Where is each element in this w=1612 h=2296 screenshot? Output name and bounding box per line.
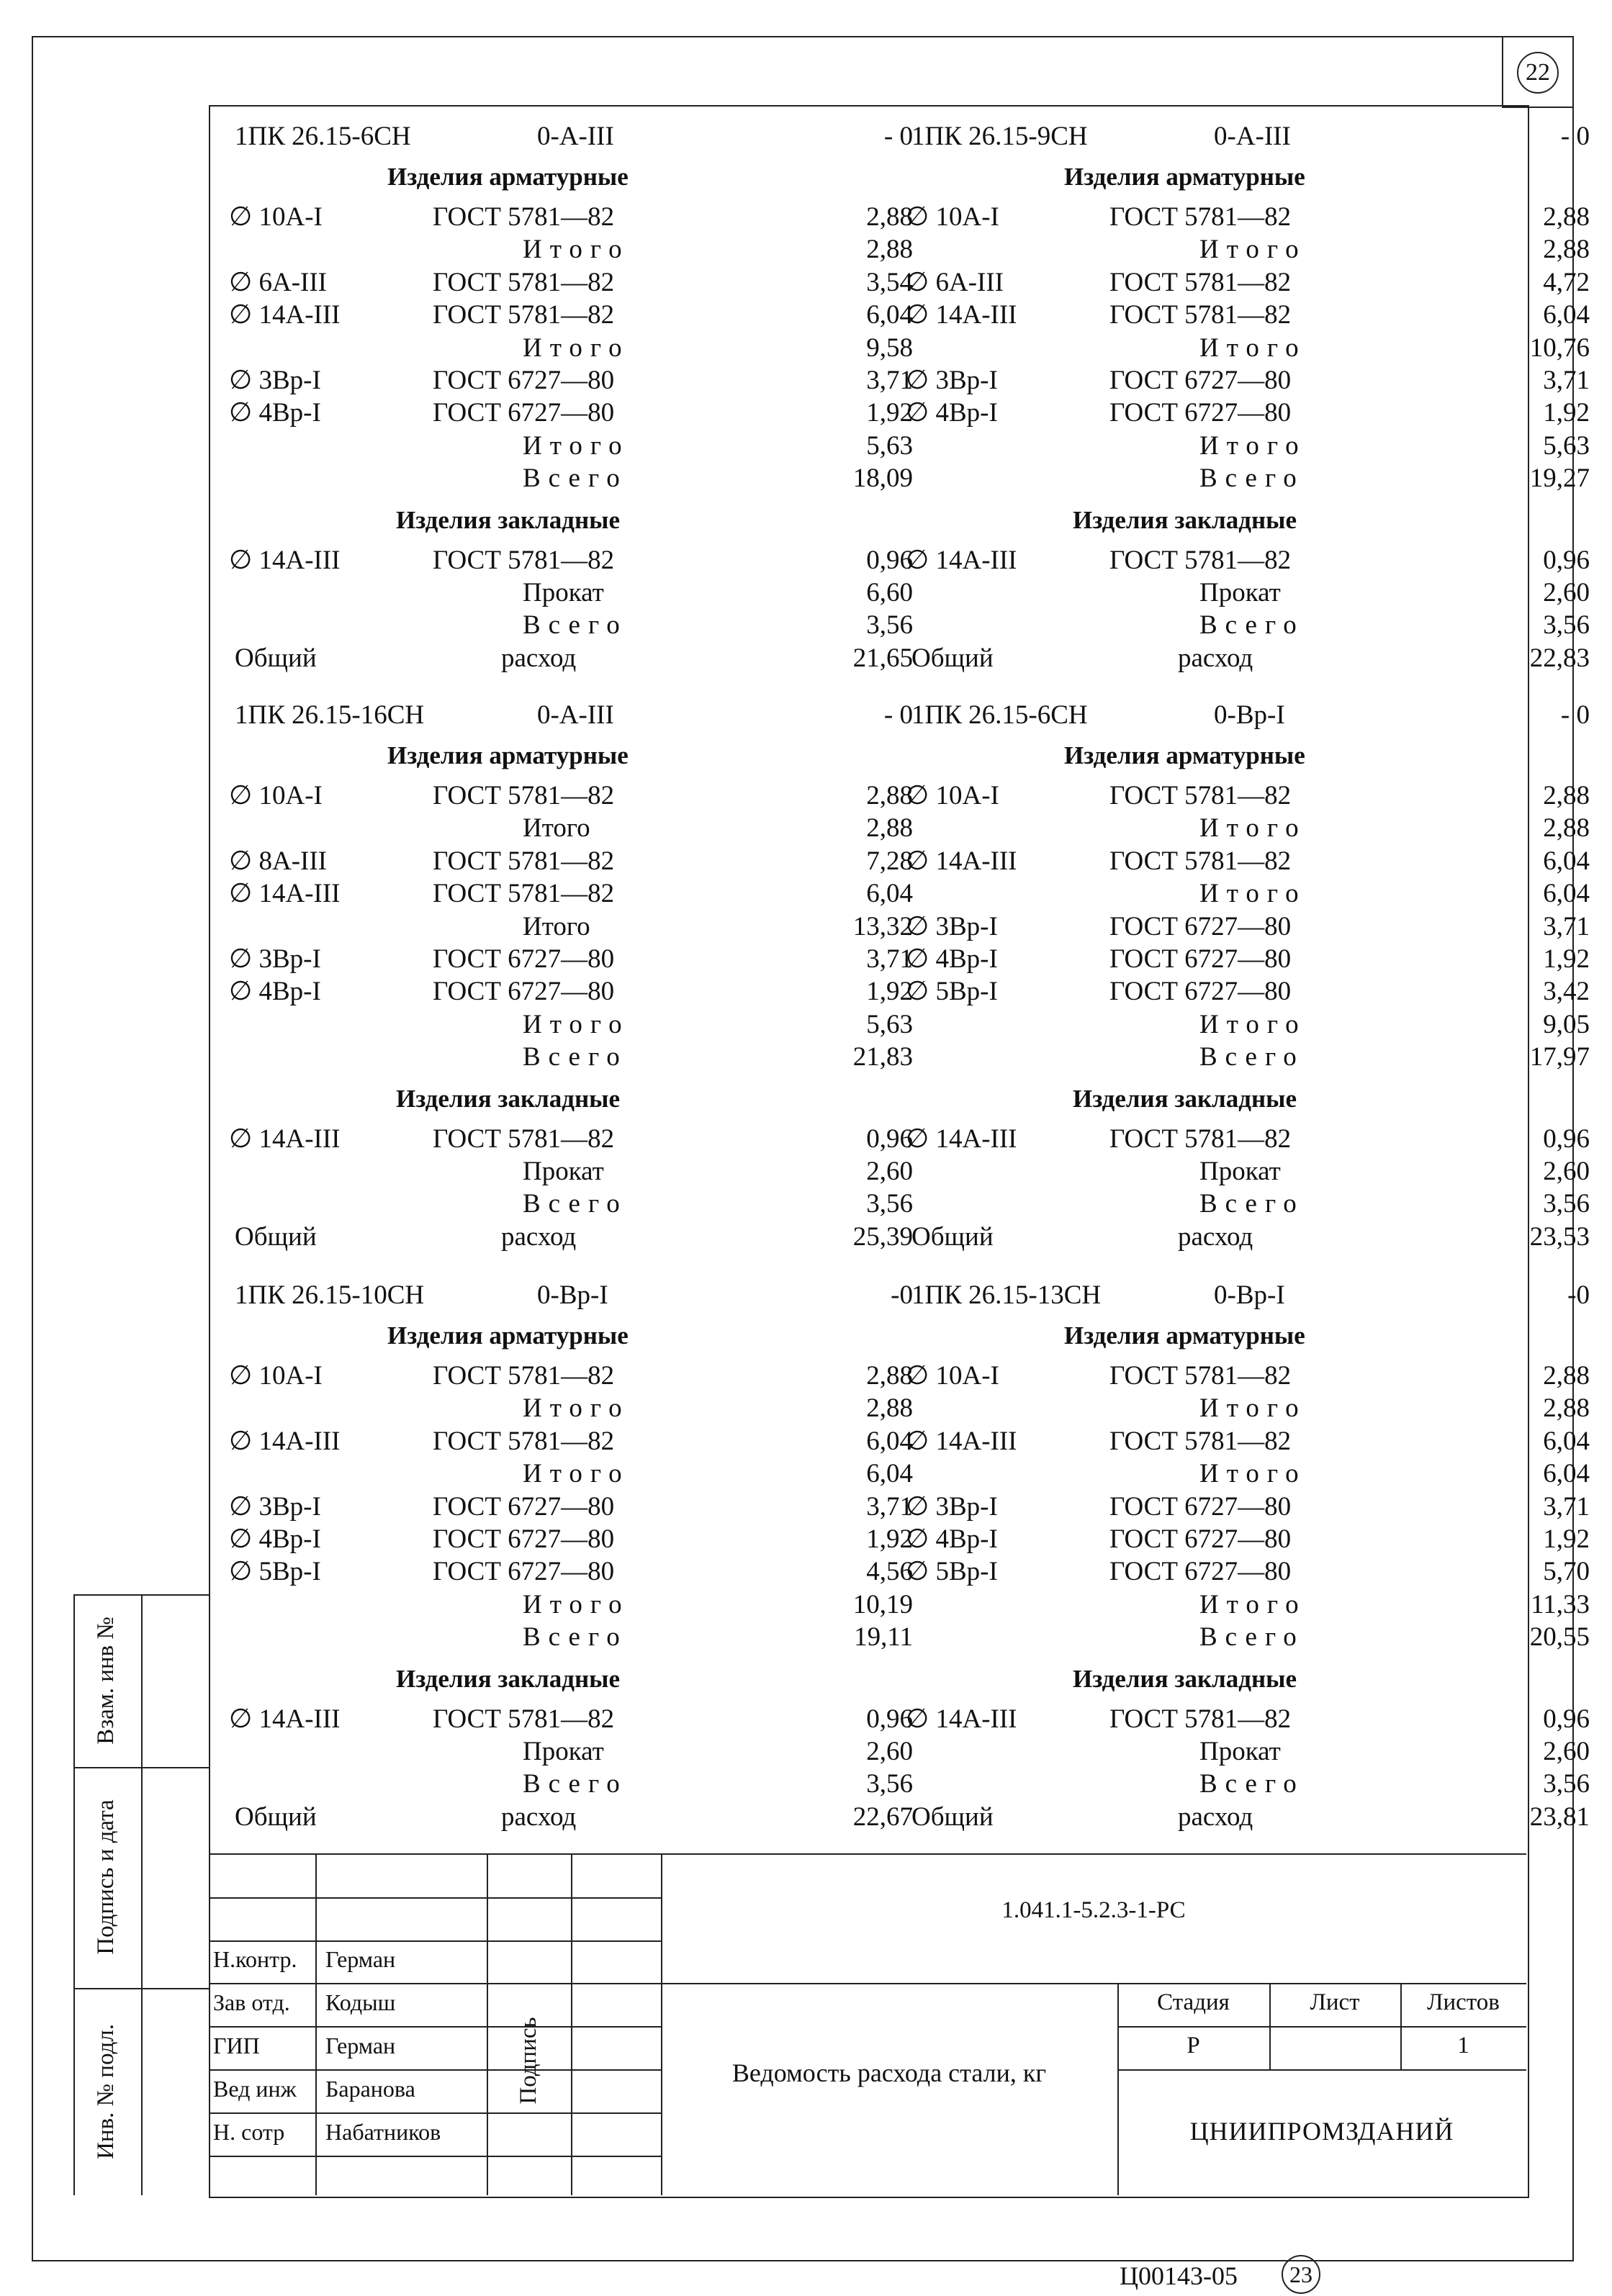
section-steel-class: 0-А-III <box>537 122 614 151</box>
rebar-mass: 3,71 <box>866 366 913 395</box>
rebar-diameter: ∅ 3Вр-I <box>229 1491 321 1522</box>
emb-mass: 0,96 <box>866 1704 913 1734</box>
bottom-code: Ц00143-05 <box>1120 2261 1238 2290</box>
rebar-mass: 9,05 <box>1543 1009 1590 1039</box>
subtotal-label: Итого <box>523 333 630 363</box>
rebar-standard: ГОСТ 6727—80 <box>433 366 615 395</box>
rebar-mass: 2,88 <box>866 235 913 265</box>
total-label-b: расход <box>501 643 577 673</box>
rebar-mass: 9,58 <box>866 333 913 363</box>
rebar-diameter: ∅ 14А-III <box>906 300 1017 330</box>
rebar-mass: 11,33 <box>1531 1589 1590 1619</box>
subtotal-label: Итого <box>523 813 590 844</box>
rebar-mass: 2,88 <box>866 202 913 232</box>
rebar-diameter: ∅ 5Вр-I <box>229 1557 321 1587</box>
emb-label: Прокат <box>523 1737 604 1766</box>
rebar-mass: 6,04 <box>1543 846 1590 876</box>
subtotal-label: Итого <box>1199 333 1307 363</box>
rebar-mass: 6,04 <box>1543 1459 1590 1489</box>
emb-header: Изделия закладные <box>1073 1084 1297 1113</box>
section-suffix: - 0 <box>1560 700 1590 730</box>
section-title: 1ПК 26.15-10СН <box>235 1280 425 1310</box>
rebar-standard: ГОСТ 5781—82 <box>1109 1426 1292 1456</box>
role-name: Кодыш <box>325 1989 396 2015</box>
emb-mass: 0,96 <box>866 1124 913 1154</box>
subtotal-label: Итого <box>523 235 630 265</box>
rebar-diameter: ∅ 6А-III <box>229 267 327 297</box>
arm-header: Изделия арматурные <box>387 1321 629 1350</box>
rebar-standard: ГОСТ 5781—82 <box>1109 781 1292 810</box>
tb-top-line <box>209 1853 1526 1855</box>
total-label-a: Общий <box>235 1221 317 1252</box>
rebar-mass: 1,92 <box>866 977 913 1007</box>
rebar-diameter: ∅ 14А-III <box>906 1426 1017 1456</box>
rebar-diameter: ∅ 10А-I <box>229 202 323 232</box>
subtotal-label: Итого <box>1199 430 1307 461</box>
document-title: Ведомость расхода стали, кг <box>731 2058 1047 2087</box>
emb-label: Всего <box>523 610 628 641</box>
side-stamp-border-mid <box>141 1594 143 2195</box>
section-steel-class: 0-А-III <box>1214 122 1291 151</box>
sheets-value: 1 <box>1457 2033 1469 2058</box>
emb-mass: 0,96 <box>1543 545 1590 575</box>
rebar-standard: ГОСТ 5781—82 <box>1109 1361 1292 1391</box>
rebar-mass: 6,04 <box>866 1426 913 1456</box>
emb-header: Изделия закладные <box>1073 1664 1297 1693</box>
rebar-mass: 18,09 <box>852 464 913 494</box>
total-label-b: расход <box>501 1221 577 1252</box>
emb-header: Изделия закладные <box>396 1664 620 1693</box>
rebar-standard: ГОСТ 6727—80 <box>1109 366 1292 395</box>
rebar-diameter: ∅ 4Вр-I <box>906 398 998 428</box>
rebar-diameter: ∅ 3Вр-I <box>229 366 321 395</box>
tb-stage-h1 <box>1117 2026 1526 2028</box>
emb-mass: 3,56 <box>1543 1189 1590 1219</box>
rebar-standard: ГОСТ 6727—80 <box>433 1491 615 1522</box>
section-suffix: - 0 <box>1560 122 1590 151</box>
subtotal-label: Всего <box>523 464 628 494</box>
rebar-mass: 2,88 <box>866 813 913 844</box>
rebar-mass: 1,92 <box>1543 944 1590 974</box>
rebar-diameter: ∅ 4Вр-I <box>906 944 998 974</box>
subtotal-label: Итого <box>523 911 590 941</box>
rebar-standard: ГОСТ 6727—80 <box>1109 944 1292 974</box>
tb-h6 <box>209 2112 662 2114</box>
rebar-standard: ГОСТ 6727—80 <box>1109 1524 1292 1554</box>
rebar-standard: ГОСТ 5781—82 <box>1109 202 1292 232</box>
rebar-mass: 10,76 <box>1529 333 1590 363</box>
rebar-standard: ГОСТ 6727—80 <box>1109 1491 1292 1522</box>
total-mass: 22,67 <box>852 1802 913 1832</box>
rebar-diameter: ∅ 10А-I <box>906 781 999 810</box>
section-suffix: -0 <box>1567 1280 1590 1310</box>
rebar-diameter: ∅ 8А-III <box>229 846 327 876</box>
emb-label: Всего <box>1199 1189 1305 1219</box>
total-label-b: расход <box>1178 643 1253 673</box>
subtotal-label: Итого <box>523 1009 630 1039</box>
rebar-mass: 3,42 <box>1543 977 1590 1007</box>
emb-standard: ГОСТ 5781—82 <box>433 545 615 575</box>
subtotal-label: Итого <box>523 1589 630 1619</box>
rebar-standard: ГОСТ 5781—82 <box>433 267 615 297</box>
rebar-mass: 3,71 <box>1543 911 1590 941</box>
emb-standard: ГОСТ 5781—82 <box>433 1124 615 1154</box>
rebar-diameter: ∅ 14А-III <box>229 300 341 330</box>
emb-label: Всего <box>1199 610 1305 641</box>
rebar-mass: 3,71 <box>866 1491 913 1522</box>
section-title: 1ПК 26.15-9СН <box>911 122 1088 151</box>
emb-label: Прокат <box>523 578 604 607</box>
total-label-a: Общий <box>235 643 317 673</box>
rebar-mass: 5,63 <box>866 1009 913 1039</box>
section-suffix: - 0 <box>883 700 913 730</box>
section-title: 1ПК 26.15-13СН <box>911 1280 1102 1310</box>
emb-mass: 0,96 <box>1543 1124 1590 1154</box>
rebar-diameter: ∅ 4Вр-I <box>906 1524 998 1554</box>
rebar-diameter: ∅ 14А-III <box>906 846 1017 876</box>
emb-label: Прокат <box>1199 578 1281 607</box>
subtotal-label: Итого <box>1199 235 1307 265</box>
side-stamp-vzam: Взам. инв № <box>93 1617 119 1745</box>
tb-v2 <box>487 1853 488 2195</box>
rebar-mass: 2,88 <box>866 1393 913 1424</box>
rebar-standard: ГОСТ 6727—80 <box>1109 1557 1292 1587</box>
page-number-top: 22 <box>1517 52 1559 94</box>
emb-mass: 2,60 <box>866 1157 913 1186</box>
emb-mass: 0,96 <box>1543 1704 1590 1734</box>
rebar-mass: 5,63 <box>1543 430 1590 461</box>
role-label: Вед инж <box>213 2076 297 2102</box>
total-label-b: расход <box>501 1802 577 1832</box>
role-label: Н.контр. <box>213 1946 297 1972</box>
tb-h1 <box>209 1897 662 1899</box>
organization: ЦНИИПРОМЗДАНИЙ <box>1189 2117 1454 2146</box>
total-label-b: расход <box>1178 1221 1253 1252</box>
rebar-standard: ГОСТ 6727—80 <box>1109 911 1292 941</box>
total-label-a: Общий <box>911 643 994 673</box>
rebar-mass: 1,92 <box>1543 1524 1590 1554</box>
emb-diameter: ∅ 14А-III <box>229 545 341 575</box>
role-label: Н. сотр <box>213 2119 285 2145</box>
tb-h7 <box>209 2156 662 2157</box>
emb-label: Всего <box>523 1189 628 1219</box>
rebar-standard: ГОСТ 5781—82 <box>433 781 615 810</box>
rebar-mass: 20,55 <box>1529 1622 1590 1653</box>
role-label: Зав отд. <box>213 1989 290 2015</box>
stage-label: Стадия <box>1157 1989 1230 2015</box>
rebar-mass: 5,70 <box>1543 1557 1590 1587</box>
page-number-bottom: 23 <box>1282 2255 1320 2294</box>
rebar-diameter: ∅ 4Вр-I <box>229 1524 321 1554</box>
rebar-mass: 6,04 <box>866 879 913 909</box>
rebar-mass: 2,88 <box>1543 1361 1590 1391</box>
subtotal-label: Итого <box>1199 1009 1307 1039</box>
section-suffix: -0 <box>891 1280 913 1310</box>
side-stamp-sep2 <box>73 1988 209 1989</box>
emb-mass: 0,96 <box>866 545 913 575</box>
subtotal-label: Всего <box>523 1042 628 1072</box>
emb-standard: ГОСТ 5781—82 <box>1109 1124 1292 1154</box>
subtotal-label: Итого <box>1199 1589 1307 1619</box>
total-label-a: Общий <box>911 1802 994 1832</box>
emb-label: Прокат <box>1199 1737 1281 1766</box>
subtotal-label: Всего <box>1199 1042 1305 1072</box>
rebar-diameter: ∅ 10А-I <box>229 781 323 810</box>
emb-standard: ГОСТ 5781—82 <box>1109 545 1292 575</box>
rebar-mass: 2,88 <box>1543 202 1590 232</box>
emb-label: Прокат <box>523 1157 604 1186</box>
emb-mass: 2,60 <box>1543 1157 1590 1186</box>
rebar-diameter: ∅ 10А-I <box>906 202 999 232</box>
emb-diameter: ∅ 14А-III <box>229 1124 341 1154</box>
rebar-mass: 3,54 <box>866 267 913 297</box>
rebar-diameter: ∅ 3Вр-I <box>906 911 998 941</box>
rebar-mass: 2,88 <box>1543 235 1590 265</box>
rebar-mass: 2,88 <box>1543 813 1590 844</box>
section-steel-class: 0-Вр-I <box>1214 700 1285 730</box>
doc-code: 1.041.1-5.2.3-1-РС <box>1001 1897 1186 1923</box>
emb-mass: 6,60 <box>866 578 913 607</box>
rebar-mass: 2,88 <box>866 1361 913 1391</box>
rebar-diameter: ∅ 5Вр-I <box>906 1557 998 1587</box>
role-name: Набатников <box>325 2119 441 2145</box>
emb-mass: 2,60 <box>1543 1737 1590 1766</box>
rebar-standard: ГОСТ 5781—82 <box>433 1426 615 1456</box>
signature-column-label: Подпись <box>515 2017 541 2105</box>
emb-diameter: ∅ 14А-III <box>229 1704 341 1734</box>
rebar-mass: 2,88 <box>1543 1393 1590 1424</box>
rebar-standard: ГОСТ 5781—82 <box>1109 846 1292 876</box>
rebar-diameter: ∅ 14А-III <box>229 1426 341 1456</box>
sheet-label: Лист <box>1310 1989 1360 2015</box>
tb-h4 <box>209 2026 662 2028</box>
side-stamp-sep1 <box>73 1767 209 1768</box>
rebar-mass: 3,71 <box>866 944 913 974</box>
role-name: Герман <box>325 2033 396 2058</box>
rebar-standard: ГОСТ 5781—82 <box>1109 300 1292 330</box>
total-mass: 22,83 <box>1529 643 1590 673</box>
role-label: ГИП <box>213 2033 260 2058</box>
rebar-standard: ГОСТ 5781—82 <box>433 846 615 876</box>
arm-header: Изделия арматурные <box>387 741 629 769</box>
rebar-mass: 2,88 <box>1543 781 1590 810</box>
rebar-mass: 2,88 <box>866 781 913 810</box>
rebar-mass: 6,04 <box>1543 879 1590 909</box>
section-steel-class: 0-А-III <box>537 700 614 730</box>
rebar-diameter: ∅ 10А-I <box>906 1361 999 1391</box>
tb-stage-h2 <box>1117 2069 1526 2071</box>
tb-v3 <box>571 1853 572 2195</box>
rebar-mass: 6,04 <box>1543 1426 1590 1456</box>
emb-mass: 3,56 <box>1543 1769 1590 1799</box>
rebar-mass: 10,19 <box>852 1589 913 1619</box>
rebar-diameter: ∅ 3Вр-I <box>229 944 321 974</box>
rebar-diameter: ∅ 4Вр-I <box>229 977 321 1007</box>
rebar-mass: 6,04 <box>866 1459 913 1489</box>
emb-label: Прокат <box>1199 1157 1281 1186</box>
arm-header: Изделия арматурные <box>1064 1321 1305 1350</box>
side-stamp-podpis-data: Подпись и дата <box>93 1799 119 1955</box>
rebar-standard: ГОСТ 6727—80 <box>1109 398 1292 428</box>
side-stamp-border-left <box>73 1594 75 2195</box>
total-mass: 23,53 <box>1529 1221 1590 1252</box>
tb-h5 <box>209 2069 662 2071</box>
emb-label: Всего <box>1199 1769 1305 1799</box>
tb-v1 <box>315 1853 317 2195</box>
rebar-mass: 1,92 <box>866 1524 913 1554</box>
total-label-b: расход <box>1178 1802 1253 1832</box>
arm-header: Изделия арматурные <box>387 163 629 191</box>
rebar-standard: ГОСТ 5781—82 <box>433 1361 615 1391</box>
rebar-mass: 13,32 <box>852 911 913 941</box>
rebar-diameter: ∅ 3Вр-I <box>906 366 998 395</box>
emb-header: Изделия закладные <box>1073 505 1297 534</box>
subtotal-label: Итого <box>1199 879 1307 909</box>
rebar-mass: 3,71 <box>1543 1491 1590 1522</box>
emb-header: Изделия закладные <box>396 1084 620 1113</box>
emb-standard: ГОСТ 5781—82 <box>433 1704 615 1734</box>
rebar-diameter: ∅ 4Вр-I <box>229 398 321 428</box>
rebar-standard: ГОСТ 6727—80 <box>433 944 615 974</box>
tb-h3 <box>209 1983 1526 1984</box>
rebar-standard: ГОСТ 6727—80 <box>433 398 615 428</box>
rebar-standard: ГОСТ 6727—80 <box>433 977 615 1007</box>
rebar-standard: ГОСТ 5781—82 <box>433 300 615 330</box>
rebar-diameter: ∅ 10А-I <box>229 1361 323 1391</box>
total-label-a: Общий <box>235 1802 317 1832</box>
subtotal-label: Итого <box>523 1393 630 1424</box>
rebar-standard: ГОСТ 5781—82 <box>1109 267 1292 297</box>
subtotal-label: Всего <box>523 1622 628 1653</box>
emb-mass: 3,56 <box>1543 610 1590 641</box>
rebar-mass: 17,97 <box>1529 1042 1590 1072</box>
rebar-mass: 1,92 <box>866 398 913 428</box>
emb-mass: 3,56 <box>866 1769 913 1799</box>
emb-diameter: ∅ 14А-III <box>906 1704 1017 1734</box>
emb-mass: 2,60 <box>866 1737 913 1766</box>
side-stamp-inv-podl: Инв. № подл. <box>93 2023 119 2160</box>
rebar-mass: 6,04 <box>1543 300 1590 330</box>
total-mass: 25,39 <box>852 1221 913 1252</box>
sheets-label: Листов <box>1427 1989 1500 2015</box>
emb-header: Изделия закладные <box>396 505 620 534</box>
rebar-standard: ГОСТ 5781—82 <box>433 879 615 909</box>
role-name: Баранова <box>325 2076 415 2102</box>
rebar-mass: 21,83 <box>852 1042 913 1072</box>
total-mass: 21,65 <box>852 643 913 673</box>
section-steel-class: 0-Вр-I <box>1214 1280 1285 1310</box>
arm-header: Изделия арматурные <box>1064 163 1305 191</box>
rebar-mass: 1,92 <box>1543 398 1590 428</box>
emb-diameter: ∅ 14А-III <box>906 545 1017 575</box>
stage-value: Р <box>1187 2033 1200 2058</box>
rebar-mass: 19,27 <box>1529 464 1590 494</box>
rebar-diameter: ∅ 14А-III <box>229 879 341 909</box>
emb-standard: ГОСТ 5781—82 <box>1109 1704 1292 1734</box>
emb-diameter: ∅ 14А-III <box>906 1124 1017 1154</box>
rebar-mass: 6,04 <box>866 300 913 330</box>
rebar-mass: 7,28 <box>866 846 913 876</box>
rebar-standard: ГОСТ 6727—80 <box>433 1557 615 1587</box>
rebar-standard: ГОСТ 5781—82 <box>433 202 615 232</box>
rebar-mass: 3,71 <box>1543 366 1590 395</box>
section-title: 1ПК 26.15-6СН <box>911 700 1088 730</box>
emb-mass: 2,60 <box>1543 578 1590 607</box>
emb-label: Всего <box>523 1769 628 1799</box>
section-suffix: - 0 <box>883 122 913 151</box>
section-title: 1ПК 26.15-6СН <box>235 122 411 151</box>
rebar-mass: 19,11 <box>854 1622 913 1653</box>
emb-mass: 3,56 <box>866 610 913 641</box>
rebar-diameter: ∅ 6А-III <box>906 267 1004 297</box>
subtotal-label: Итого <box>1199 813 1307 844</box>
subtotal-label: Всего <box>1199 1622 1305 1653</box>
subtotal-label: Итого <box>523 1459 630 1489</box>
rebar-diameter: ∅ 5Вр-I <box>906 977 998 1007</box>
rebar-standard: ГОСТ 6727—80 <box>1109 977 1292 1007</box>
emb-mass: 3,56 <box>866 1189 913 1219</box>
arm-header: Изделия арматурные <box>1064 741 1305 769</box>
rebar-mass: 5,63 <box>866 430 913 461</box>
subtotal-label: Итого <box>523 430 630 461</box>
subtotal-label: Итого <box>1199 1393 1307 1424</box>
rebar-mass: 4,56 <box>866 1557 913 1587</box>
rebar-diameter: ∅ 3Вр-I <box>906 1491 998 1522</box>
subtotal-label: Всего <box>1199 464 1305 494</box>
tb-h2 <box>209 1940 662 1942</box>
total-mass: 23,81 <box>1529 1802 1590 1832</box>
total-label-a: Общий <box>911 1221 994 1252</box>
rebar-mass: 4,72 <box>1543 267 1590 297</box>
role-name: Герман <box>325 1946 396 1972</box>
rebar-standard: ГОСТ 6727—80 <box>433 1524 615 1554</box>
section-steel-class: 0-Вр-I <box>537 1280 608 1310</box>
subtotal-label: Итого <box>1199 1459 1307 1489</box>
section-title: 1ПК 26.15-16СН <box>235 700 425 730</box>
